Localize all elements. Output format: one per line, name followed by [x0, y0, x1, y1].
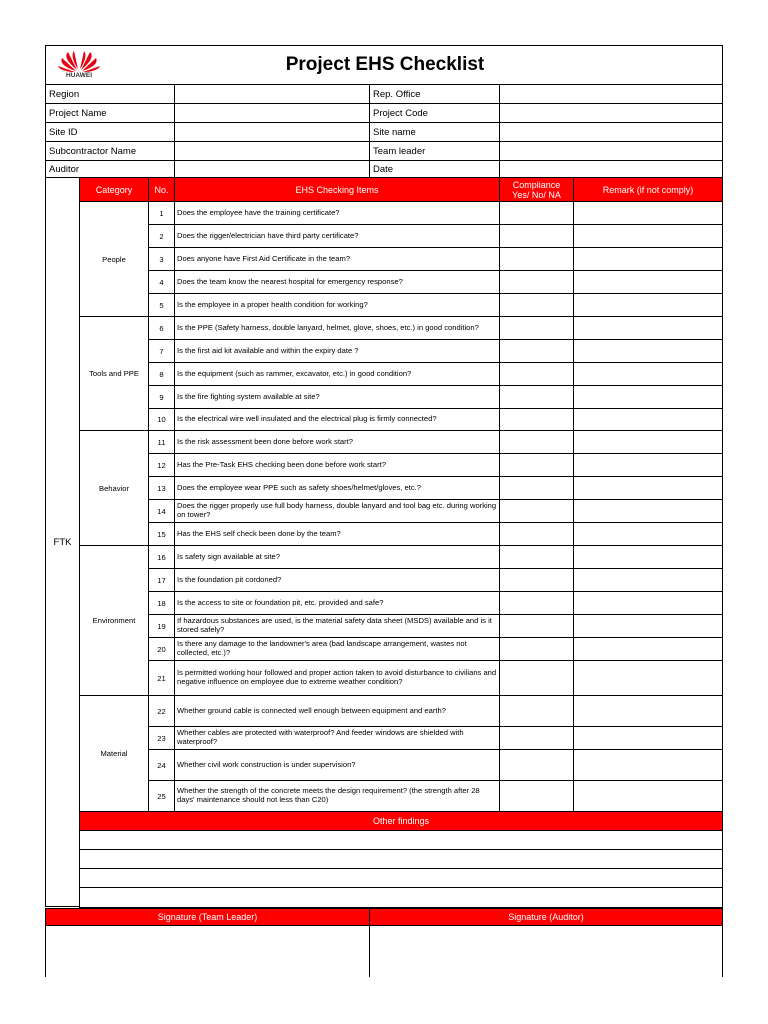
category-tools-and-ppe: Tools and PPE [79, 316, 149, 431]
item-number: 6 [148, 316, 175, 340]
item-text: Is permitted working hour followed and proper action taken to avoid disturbance to civilians and negative influence on employee due to extreme weather condition? [174, 660, 500, 696]
other-findings-row[interactable] [79, 868, 723, 888]
item-number: 24 [148, 749, 175, 781]
compliance-cell[interactable] [499, 749, 574, 781]
ftk-section-label: FTK [45, 177, 80, 907]
info-label-project-code: Project Code [369, 103, 500, 123]
info-label-site-id: Site ID [45, 122, 175, 142]
item-text: Does the employee wear PPE such as safety shoes/helmet/gloves, etc.? [174, 476, 500, 500]
item-text: Does anyone have First Aid Certificate in the team? [174, 247, 500, 271]
compliance-cell[interactable] [499, 568, 574, 592]
item-number: 16 [148, 545, 175, 569]
remark-cell[interactable] [573, 385, 723, 409]
item-number: 10 [148, 408, 175, 431]
signature-auditor-field[interactable] [369, 925, 723, 977]
compliance-cell[interactable] [499, 385, 574, 409]
item-text: Is the access to site or foundation pit, etc. provided and safe? [174, 591, 500, 615]
item-number: 5 [148, 293, 175, 317]
item-number: 18 [148, 591, 175, 615]
info-value-project-code[interactable] [499, 103, 723, 123]
remark-cell[interactable] [573, 247, 723, 271]
remark-cell[interactable] [573, 270, 723, 294]
compliance-cell[interactable] [499, 660, 574, 696]
compliance-cell[interactable] [499, 453, 574, 477]
info-value-date[interactable] [499, 160, 723, 178]
item-text: Has the Pre-Task EHS checking been done before work start? [174, 453, 500, 477]
remark-cell[interactable] [573, 591, 723, 615]
header-no: No. [148, 177, 175, 202]
item-number: 22 [148, 695, 175, 727]
remark-cell[interactable] [573, 568, 723, 592]
item-text: Does the rigger/electrician have third party certificate? [174, 224, 500, 248]
item-number: 8 [148, 362, 175, 386]
item-number: 2 [148, 224, 175, 248]
remark-cell[interactable] [573, 637, 723, 661]
remark-cell[interactable] [573, 726, 723, 750]
item-text: Is the PPE (Safety harness, double lanyard, helmet, glove, shoes, etc.) in good condition? [174, 316, 500, 340]
item-text: Has the EHS self check been done by the team? [174, 522, 500, 546]
info-value-auditor[interactable] [174, 160, 370, 178]
info-value-team-leader[interactable] [499, 141, 723, 161]
item-number: 12 [148, 453, 175, 477]
category-material: Material [79, 695, 149, 812]
category-people: People [79, 201, 149, 317]
compliance-cell[interactable] [499, 430, 574, 454]
page-title: Project EHS Checklist [285, 54, 485, 75]
info-label-team-leader: Team leader [369, 141, 500, 161]
remark-cell[interactable] [573, 749, 723, 781]
signature-auditor-label: Signature (Auditor) [369, 908, 723, 926]
remark-cell[interactable] [573, 695, 723, 727]
item-number: 25 [148, 780, 175, 812]
item-number: 17 [148, 568, 175, 592]
item-number: 1 [148, 201, 175, 225]
header-items: EHS Checking Items [174, 177, 500, 202]
compliance-cell[interactable] [499, 293, 574, 317]
item-number: 21 [148, 660, 175, 696]
signature-team-leader-field[interactable] [45, 925, 370, 977]
info-label-region: Region [45, 84, 175, 104]
compliance-cell[interactable] [499, 224, 574, 248]
item-number: 23 [148, 726, 175, 750]
remark-cell[interactable] [573, 430, 723, 454]
item-text: Is the employee in a proper health condition for working? [174, 293, 500, 317]
info-label-date: Date [369, 160, 500, 178]
category-environment: Environment [79, 545, 149, 696]
compliance-cell[interactable] [499, 316, 574, 340]
item-text: Whether ground cable is connected well enough between equipment and earth? [174, 695, 500, 727]
item-number: 14 [148, 499, 175, 523]
item-number: 13 [148, 476, 175, 500]
compliance-cell[interactable] [499, 780, 574, 812]
info-label-auditor: Auditor [45, 160, 175, 178]
item-text: Does the employee have the training certificate? [174, 201, 500, 225]
item-number: 15 [148, 522, 175, 546]
remark-cell[interactable] [573, 339, 723, 363]
info-value-site-id[interactable] [174, 122, 370, 142]
remark-cell[interactable] [573, 476, 723, 500]
item-text: If hazardous substances are used, is the material safety data sheet (MSDS) available and is it stored safely? [174, 614, 500, 638]
item-text: Whether cables are protected with waterproof? And feeder windows are shielded with waterproof? [174, 726, 500, 750]
item-number: 20 [148, 637, 175, 661]
item-number: 19 [148, 614, 175, 638]
ehs-checklist-sheet [45, 45, 722, 977]
item-number: 7 [148, 339, 175, 363]
item-text: Whether the strength of the concrete meets the design requirement? (the strength after 28 days' maintenance should not less than C20) [174, 780, 500, 812]
item-number: 3 [148, 247, 175, 271]
compliance-cell[interactable] [499, 614, 574, 638]
info-label-rep-office: Rep. Office [369, 84, 500, 104]
item-number: 9 [148, 385, 175, 409]
remark-cell[interactable] [573, 293, 723, 317]
compliance-cell[interactable] [499, 545, 574, 569]
logo-text: HUAWEI [66, 72, 92, 79]
item-text: Is the first aid kit available and within the expiry date ? [174, 339, 500, 363]
item-text: Is the equipment (such as rammer, excavator, etc.) in good condition? [174, 362, 500, 386]
item-text: Whether civil work construction is under supervision? [174, 749, 500, 781]
other-findings-header: Other findings [79, 811, 723, 831]
info-value-rep-office[interactable] [499, 84, 723, 104]
other-findings-row[interactable] [79, 849, 723, 869]
remark-cell[interactable] [573, 522, 723, 546]
info-label-project-name: Project Name [45, 103, 175, 123]
item-text: Does the rigger properly use full body harness, double lanyard and tool bag etc. during working on tower? [174, 499, 500, 523]
signature-team-leader-label: Signature (Team Leader) [45, 908, 370, 926]
remark-cell[interactable] [573, 614, 723, 638]
compliance-cell[interactable] [499, 522, 574, 546]
item-number: 4 [148, 270, 175, 294]
item-text: Is the risk assessment been done before work start? [174, 430, 500, 454]
item-text: Is the fire fighting system available at site? [174, 385, 500, 409]
info-value-subcontractor-name[interactable] [174, 141, 370, 161]
compliance-cell[interactable] [499, 339, 574, 363]
category-behavior: Behavior [79, 430, 149, 546]
item-text: Is the electrical wire well insulated and the electrical plug is firmly connected? [174, 408, 500, 431]
compliance-cell[interactable] [499, 270, 574, 294]
remark-cell[interactable] [573, 545, 723, 569]
item-text: Is the foundation pit cordoned? [174, 568, 500, 592]
header-category: Category [79, 177, 149, 202]
compliance-cell[interactable] [499, 499, 574, 523]
compliance-cell[interactable] [499, 362, 574, 386]
remark-cell[interactable] [573, 660, 723, 696]
info-value-region[interactable] [174, 84, 370, 104]
remark-cell[interactable] [573, 408, 723, 431]
item-text: Is safety sign available at site? [174, 545, 500, 569]
compliance-cell[interactable] [499, 408, 574, 431]
info-value-project-name[interactable] [174, 103, 370, 123]
compliance-cell[interactable] [499, 201, 574, 225]
remark-cell[interactable] [573, 201, 723, 225]
remark-cell[interactable] [573, 362, 723, 386]
remark-cell[interactable] [573, 453, 723, 477]
header-compliance: Compliance Yes/ No/ NA [499, 177, 574, 202]
info-label-subcontractor-name: Subcontractor Name [45, 141, 175, 161]
item-text: Does the team know the nearest hospital for emergency response? [174, 270, 500, 294]
compliance-cell[interactable] [499, 726, 574, 750]
compliance-cell[interactable] [499, 476, 574, 500]
item-number: 11 [148, 430, 175, 454]
compliance-cell[interactable] [499, 591, 574, 615]
other-findings-row[interactable] [79, 830, 723, 850]
remark-cell[interactable] [573, 224, 723, 248]
info-label-site-name: Site name [369, 122, 500, 142]
info-value-site-name[interactable] [499, 122, 723, 142]
compliance-cell[interactable] [499, 247, 574, 271]
remark-cell[interactable] [573, 316, 723, 340]
compliance-cell[interactable] [499, 637, 574, 661]
remark-cell[interactable] [573, 499, 723, 523]
other-findings-row[interactable] [79, 887, 723, 908]
item-text: Is there any damage to the landowner's area (bad landscape arrangement, wastes not collected, etc.)? [174, 637, 500, 661]
remark-cell[interactable] [573, 780, 723, 812]
header-remark: Remark (if not comply) [573, 177, 723, 202]
compliance-cell[interactable] [499, 695, 574, 727]
